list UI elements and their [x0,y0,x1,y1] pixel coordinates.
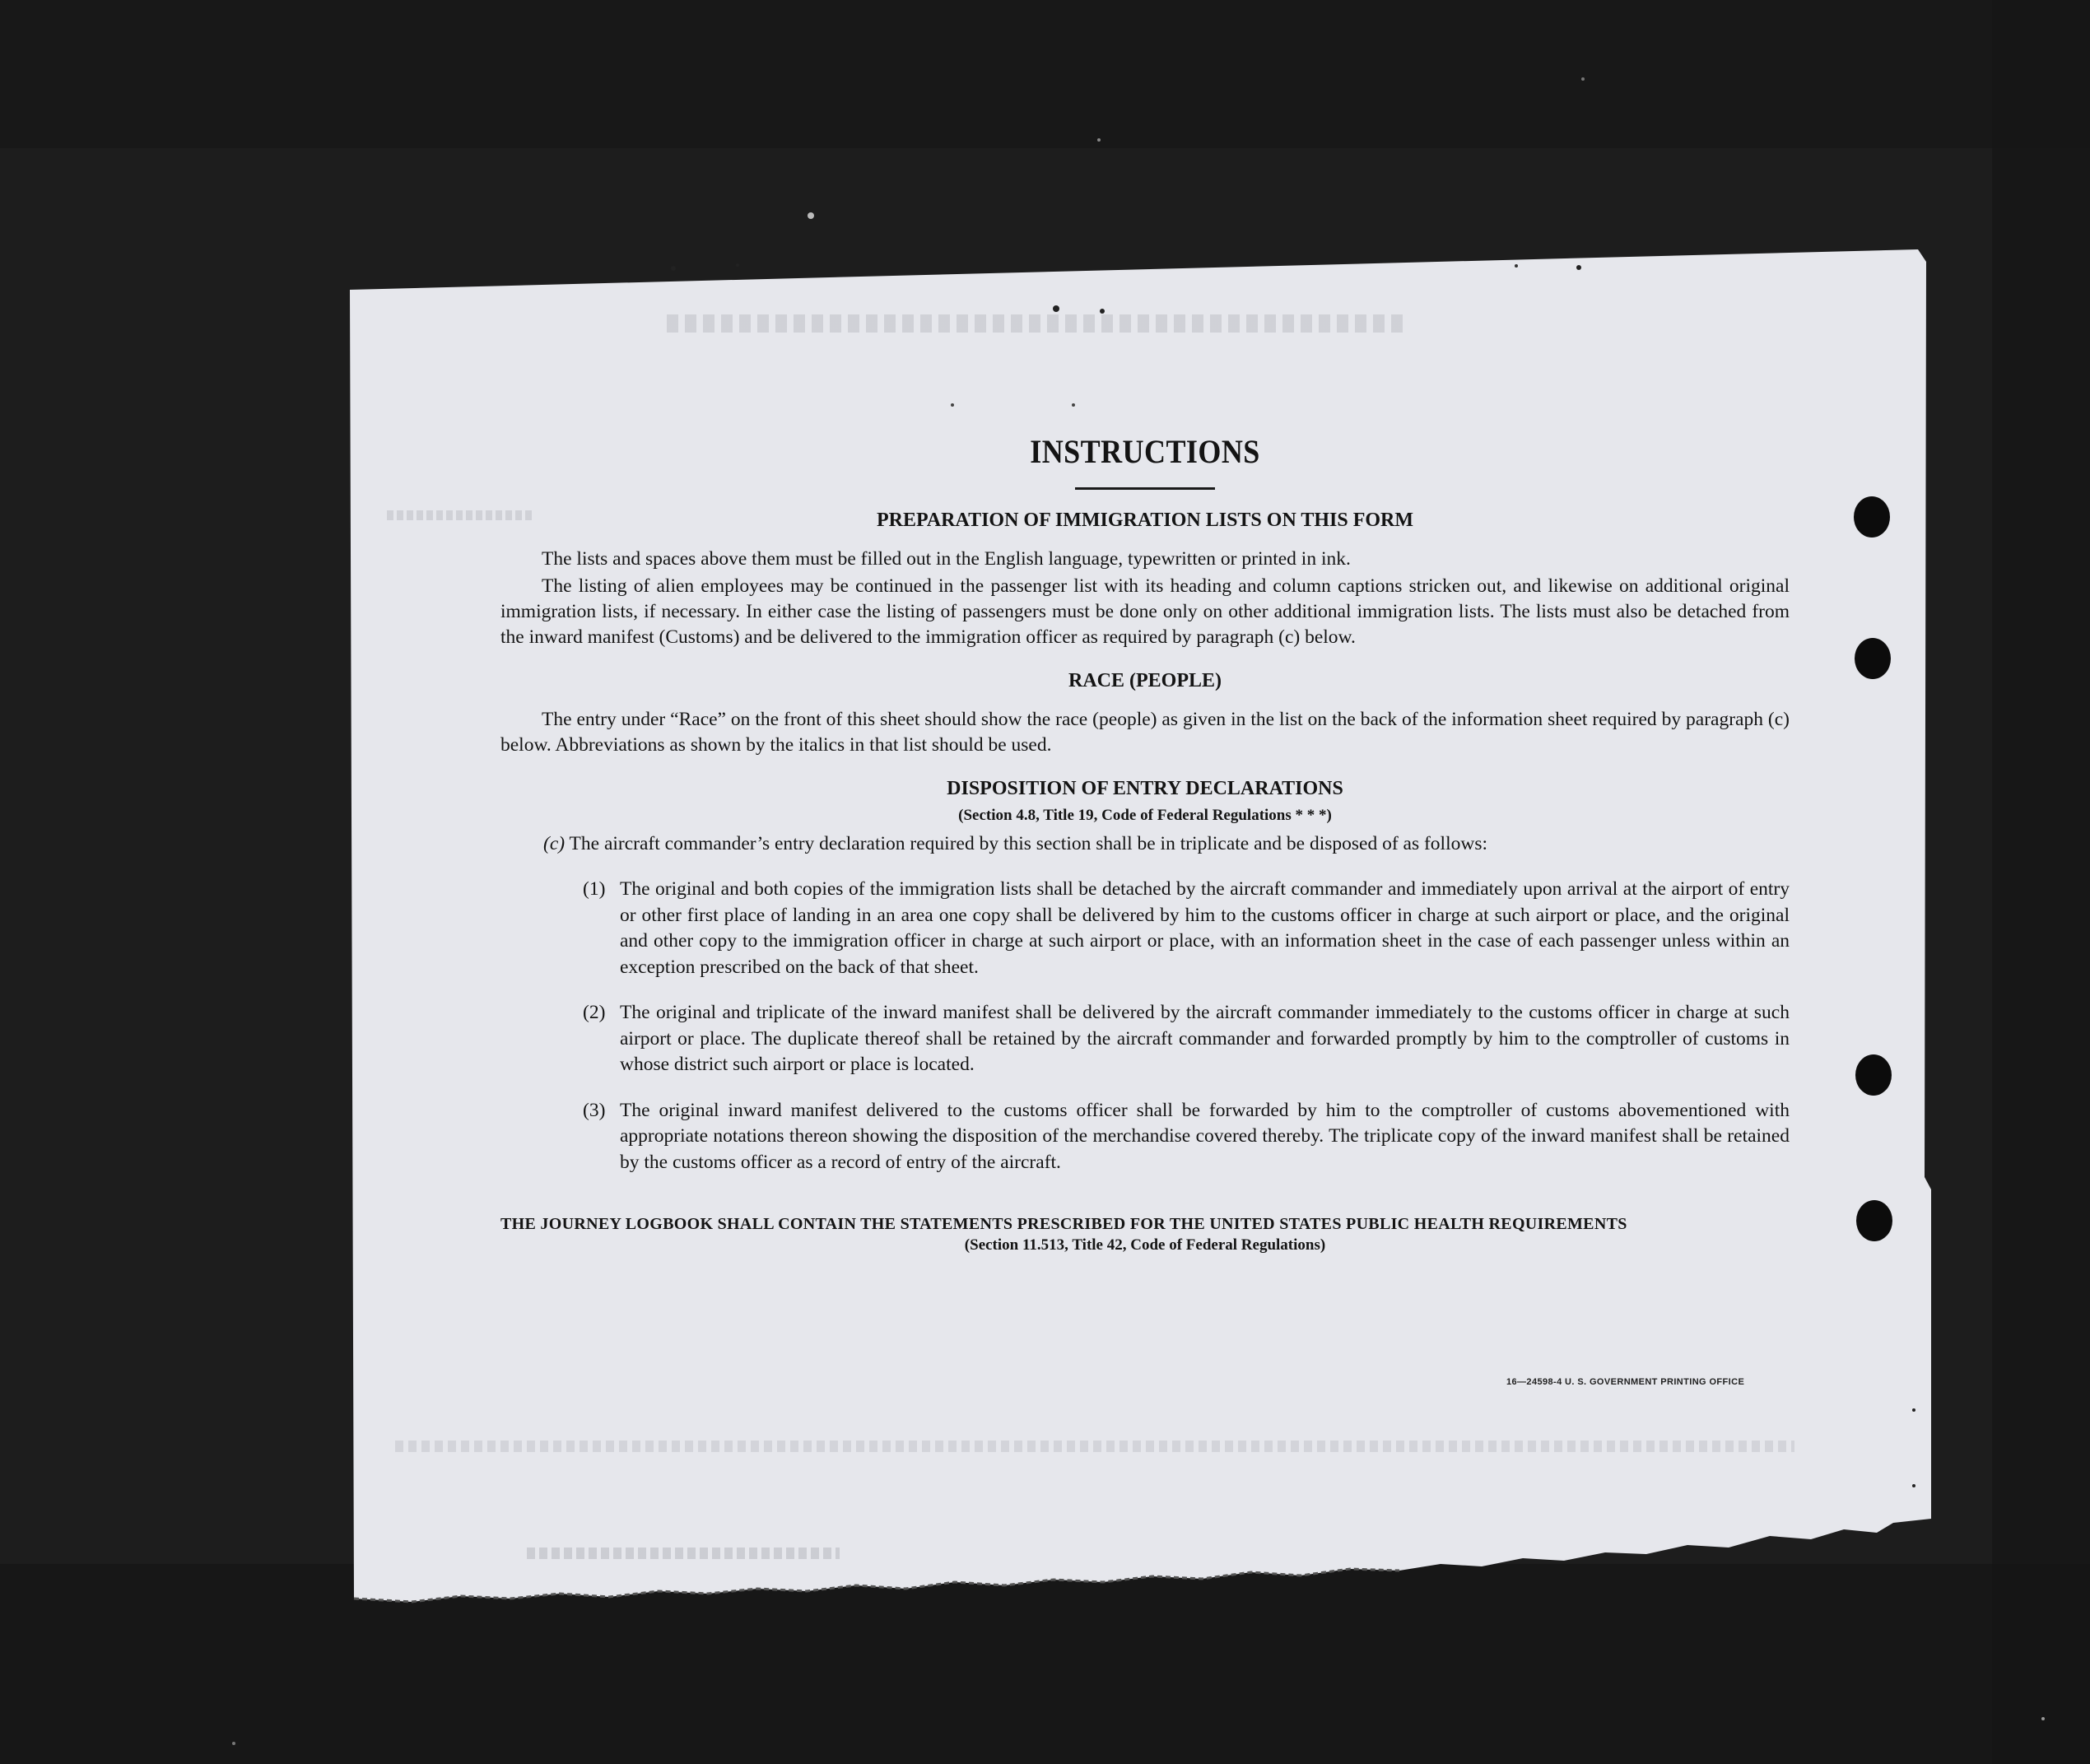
paragraph-alien-employees: The listing of alien employees may be continued in the passenger list with its heading and column captions stricken out, and likewise on additional original immigration lists, if necessary. In either case the listing of passengers must be done only on other additional immigration lists. The lists must also be detached from the inward manifest (Customs) and be delivered to the immigration officer as required by paragraph (c) below. [500,575,1790,648]
public-health-citation: (Section 11.513, Title 42, Code of Federal Regulations) [964,1236,1326,1254]
punch-hole [1856,1200,1892,1241]
paragraph-language: The lists and spaces above them must be filled out in the English language, typewritten or printed in ink. [542,548,1351,570]
punch-hole [1854,496,1890,538]
disposition-citation: (Section 4.8, Title 19, Code of Federal Regulations * * *) [958,807,1332,824]
section-heading-disposition: DISPOSITION OF ENTRY DECLARATIONS [947,778,1343,799]
public-health-statement: THE JOURNEY LOGBOOK SHALL CONTAIN THE STATEMENTS PRESCRIBED FOR THE UNITED STATES PUBLIC HEALTH REQUIREMENTS [500,1215,1627,1233]
list-item-text: The original inward manifest delivered to the customs officer shall be forwarded by him to the comptroller of customs abovementioned with appropriate notations thereon showing the disposition of the merchandise covered thereby. The triplicate copy of the inward manifest shall be retained by the customs officer as a record of entry of the aircraft. [620,1099,1790,1173]
punch-hole [1855,638,1891,679]
bleed-through-texture [667,314,1408,333]
list-item [583,877,1790,980]
list-item [583,1000,1790,1078]
printer-imprint: 16—24598-4 U. S. GOVERNMENT PRINTING OFFICE [1506,1377,1745,1387]
paragraph-c [543,831,1790,857]
list-item-number: (3) [583,1099,606,1121]
page-title: INSTRUCTIONS [1030,433,1260,470]
instructions-content [500,432,1790,1254]
bleed-through-texture [527,1548,840,1559]
punch-hole [1855,1054,1892,1096]
list-item-number: (2) [583,1002,606,1023]
list-item-number: (1) [583,878,606,900]
paragraph-c-text: The aircraft commander’s entry declaration required by this section shall be in triplicate and be disposed of as follows: [569,833,1488,854]
paragraph-c-label: (c) [543,833,566,854]
section-heading-preparation: PREPARATION OF IMMIGRATION LISTS ON THIS FORM [876,510,1414,531]
title-underline [1075,487,1215,490]
bleed-through-texture [395,1441,1794,1452]
paragraph-race: The entry under “Race” on the front of this sheet should show the race (people) as given in the list on the back of the information sheet required by paragraph (c) below. Abbreviations as shown by the italics in that list should be used. [500,709,1790,756]
list-item [583,1098,1790,1176]
list-item-text: The original and triplicate of the inward manifest shall be delivered by the aircraft commander immediately to the customs officer in charge at such airport or place. The duplicate thereof shall be retained by the aircraft commander and forwarded promptly by him to the comptroller of customs in whose district such airport or place is located. [620,1002,1790,1075]
section-heading-race: RACE (PEOPLE) [1068,670,1222,691]
list-item-text: The original and both copies of the immigration lists shall be detached by the aircraft commander and immediately upon arrival at the airport of entry or other first place of landing in an area one copy shall be delivered by him to the customs officer in charge at such airport or place, and the original and other copy to the immigration officer in charge at such airport or place, with an information sheet in the case of each passenger unless within an exception prescribed on the back of that sheet. [620,878,1790,978]
